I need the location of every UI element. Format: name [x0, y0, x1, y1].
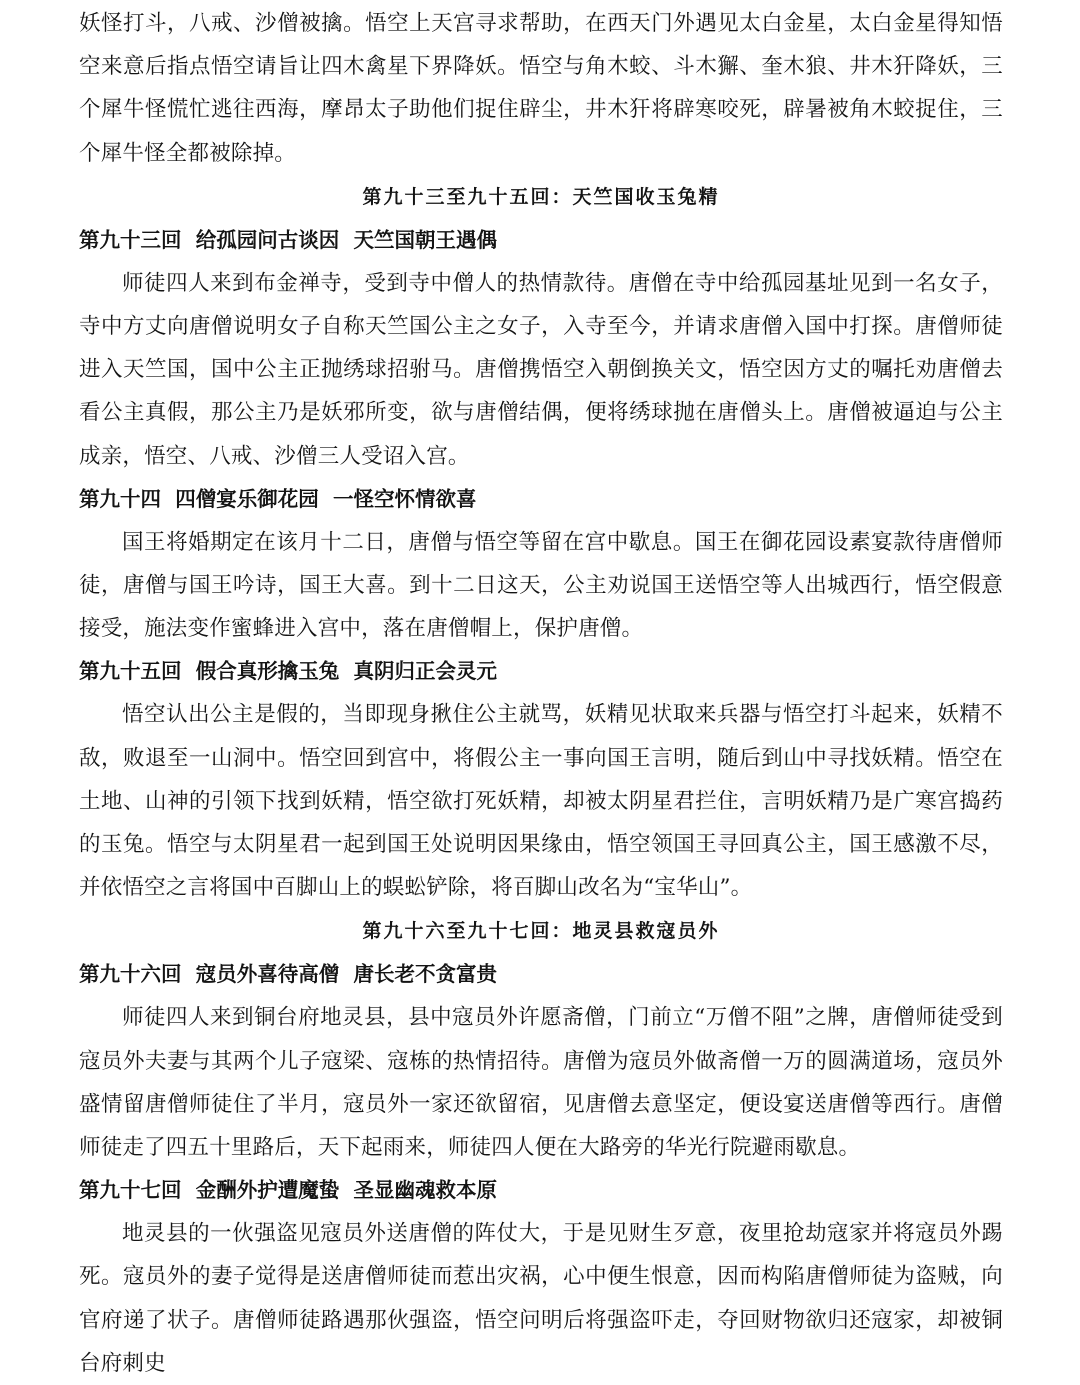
- chapter-heading-97: 第九十七回 金酬外护遭魔蛰 圣显幽魂救本原: [79, 1178, 498, 1203]
- chapter-heading-94: 第九十四 四僧宴乐御花园 一怪空怀情欲喜: [79, 486, 477, 511]
- paragraph-intro: 妖怪打斗，八戒、沙僧被擒。悟空上天宫寻求帮助，在西天门外遇见太白金星，太白金星得知悟空来意后指点悟空请旨让四木禽星下界降妖。悟空与角木蛟、斗木獬、奎木狼、井木犴降妖，三个犀牛怪慌忙逃往西海，摩昂太子助他们捉住辟尘，井木犴将辟寒咬死，辟暑被角木蛟捉住，三个犀牛怪全都被除掉。: [79, 11, 1003, 166]
- document-body: [79, 2, 1003, 1385]
- chapter-heading-95: 第九十五回 假合真形擒玉兔 真阴归正会灵元: [79, 659, 498, 684]
- paragraph-chapter-94: 国王将婚期定在该月十二日，唐僧与悟空等留在宫中歇息。国王在御花园设素宴款待唐僧师徒，唐僧与国王吟诗，国王大喜。到十二日这天，公主劝说国王送悟空等人出城西行，悟空假意接受，施法变作蜜蜂进入宫中，落在唐僧帽上，保护唐僧。: [79, 529, 1003, 642]
- paragraph-chapter-93: 师徒四人来到布金禅寺，受到寺中僧人的热情款待。唐僧在寺中给孤园基址见到一名女子，寺中方丈向唐僧说明女子自称天竺国公主之女子，入寺至今，并请求唐僧入国中打探。唐僧师徒进入天竺国，国中公主正抛绣球招驸马。唐僧携悟空入朝倒换关文，悟空因方丈的嘱托劝唐僧去看公主真假，那公主乃是妖邪所变，欲与唐僧结偶，便将绣球抛在唐僧头上。唐僧被逼迫与公主成亲，悟空、八戒、沙僧三人受诏入宫。: [79, 270, 1003, 469]
- paragraph-chapter-96: 师徒四人来到铜台府地灵县，县中寇员外许愿斋僧，门前立“万僧不阻”之牌，唐僧师徒受到寇员外夫妻与其两个儿子寇梁、寇栋的热情招待。唐僧为寇员外做斋僧一万的圆满道场，寇员外盛情留唐僧师徒住了半月，寇员外一家还欲留宿，见唐僧去意坚定，便设宴送唐僧等西行。唐僧师徒走了四五十里路后，天下起雨来，师徒四人便在大路旁的华光行院避雨歇息。: [79, 1005, 1003, 1161]
- chapter-heading-93: 第九十三回 给孤园问古谈因 天竺国朝王遇偶: [79, 227, 498, 252]
- section-heading-diling: 第九十六至九十七回：地灵县救寇员外: [362, 920, 720, 943]
- paragraph-chapter-95: 悟空认出公主是假的，当即现身揪住公主就骂，妖精见状取来兵器与悟空打斗起来，妖精不敌，败退至一山洞中。悟空回到宫中，将假公主一事向国王言明，随后到山中寻找妖精。悟空在土地、山神的引领下找到妖精，悟空欲打死妖精，却被太阴星君拦住，言明妖精乃是广寒宫捣药的玉兔。悟空与太阴星君一起到国王处说明因果缘由，悟空领国王寻回真公主，国王感激不尽，并依悟空之言将国中百脚山上的蜈蚣铲除，将百脚山改名为“宝华山”。: [79, 702, 1003, 901]
- section-heading-tianzhu: 第九十三至九十五回：天竺国收玉兔精: [362, 185, 720, 208]
- chapter-heading-96: 第九十六回 寇员外喜待高僧 唐长老不贪富贵: [79, 962, 498, 987]
- paragraph-chapter-97: 地灵县的一伙强盗见寇员外送唐僧的阵仗大，于是见财生歹意，夜里抢劫寇家并将寇员外踢死。寇员外的妻子觉得是送唐僧师徒而惹出灾祸，心中便生恨意，因而构陷唐僧师徒为盗贼，向官府递了状子。唐僧师徒路遇那伙强盗，悟空问明后将强盗吓走，夺回财物欲归还寇家，却被铜台府刺史: [79, 1221, 1003, 1376]
